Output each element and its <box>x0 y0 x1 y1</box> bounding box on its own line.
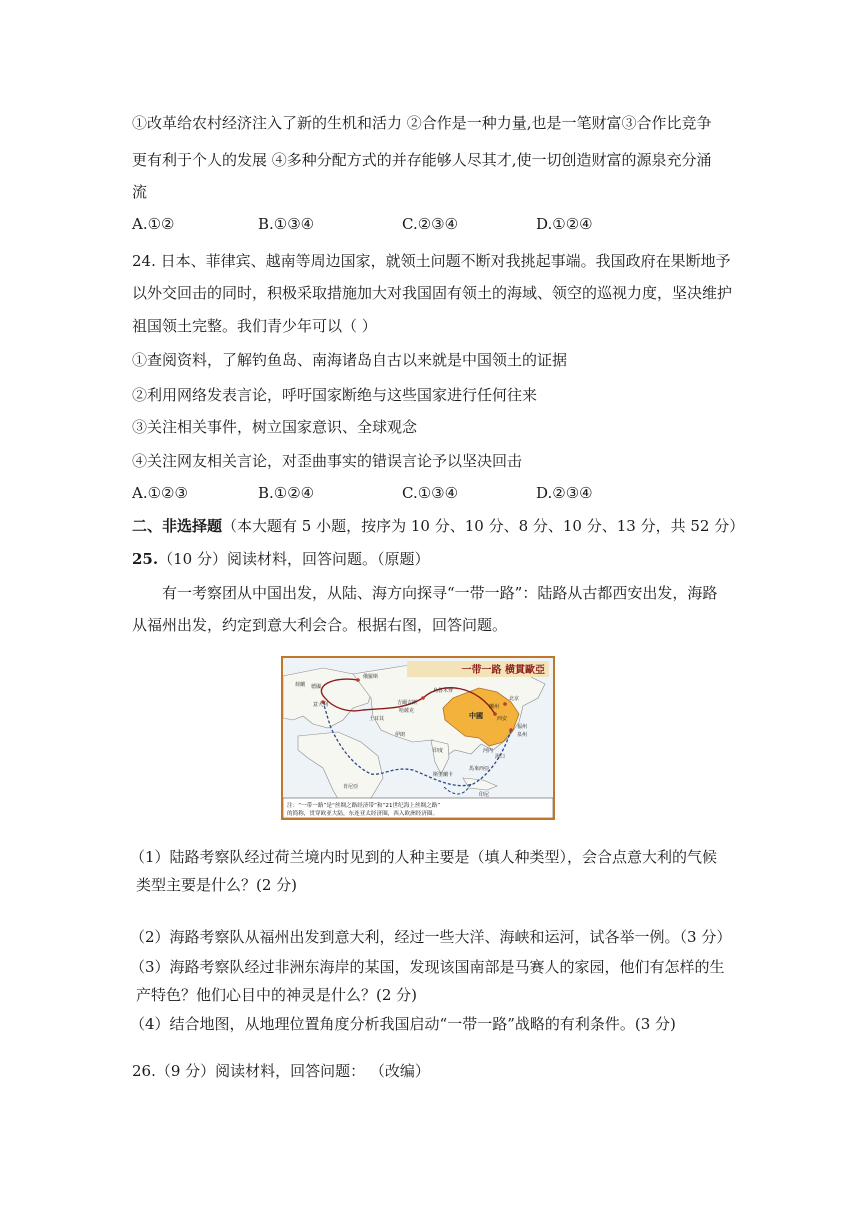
label-italy: 意大利 <box>313 702 329 708</box>
label-quanzhou: 泉州 <box>517 732 528 738</box>
label-kazakh: 哈薩克 <box>399 708 415 714</box>
map-title: 一带一路 横貫歐亞 <box>461 665 545 676</box>
label-fuzhou: 福州 <box>517 724 528 730</box>
q23-option-c: C.②③④ <box>402 215 459 233</box>
q23-option-d: D.①②④ <box>536 215 593 233</box>
label-netherlands: 荷蘭 <box>295 682 306 688</box>
label-kenya: 肯尼亞 <box>343 784 359 790</box>
map-note-line2: 的简称，贯穿欧亚大陆，东连亚太经济圈，西入欧洲经济圈。 <box>287 811 439 817</box>
q25-sub2: （2）海路考察队从福州出发到意大利，经过一些大洋、海峡和运河，试各举一例。（3 分） <box>130 928 732 946</box>
q26-header: 26.（9 分）阅读材料，回答问题： （改编） <box>132 1062 430 1080</box>
q24-option-d: D.②③④ <box>536 484 593 502</box>
label-russia: 俄羅斯 <box>363 674 379 680</box>
q23-option-b: B.①③④ <box>258 215 315 233</box>
q25-sub3-line1: （3）海路考察队经过非洲东海岸的某国，发现该国南部是马赛人的家园，他们有怎样的生 <box>130 958 725 976</box>
label-kyrgyz: 吉爾吉斯 <box>397 700 418 706</box>
label-turkey: 土耳其 <box>369 716 385 722</box>
q25-sub4: （4）结合地图，从地理位置角度分析我国启动“一带一路”战略的有利条件。(3 分) <box>130 1015 676 1033</box>
q25-sub1-line2: 类型主要是什么？(2 分) <box>136 876 298 894</box>
q24-item-2: ②利用网络发表言论，呼吁国家断绝与这些国家进行任何往来 <box>132 386 538 404</box>
belt-and-road-map <box>281 656 555 820</box>
section2-title: 二、非选择题 <box>132 517 223 535</box>
q25-sub1-line1: （1）陆路考察队经过荷兰境内时见到的人种主要是（填人种类型），会合点意大利的气候 <box>130 848 718 866</box>
q24-item-3: ③关注相关事件，树立国家意识、全球观念 <box>132 418 418 436</box>
q23-option-a: A.①② <box>132 215 175 233</box>
q24-item-1: ①查阅资料，了解钓鱼岛、南海诸岛自古以来就是中国领土的证据 <box>132 351 568 369</box>
q23-statements-line3: 流 <box>132 183 148 201</box>
label-malaysia: 馬來西亞 <box>469 766 490 772</box>
label-indonesia: 印尼 <box>479 792 490 798</box>
label-india: 印度 <box>433 748 444 754</box>
label-xian: 西安 <box>497 716 508 722</box>
q25-material-line1: 有一考察团从中国出发，从陆、海方向探寻“一带一路”：陆路从古都西安出发，海路 <box>162 584 718 602</box>
label-beijing: 北京 <box>509 696 520 702</box>
q24-item-4: ④关注网友相关言论，对歪曲事实的错误言论予以坚决回击 <box>132 452 523 470</box>
q24-option-b: B.①②④ <box>258 484 315 502</box>
q24-stem-line2: 以外交回击的同时，积极采取措施加大对我国固有领土的海域、领空的巡视力度，坚决维护 <box>132 284 733 302</box>
label-hanoi: 河內 <box>483 748 494 754</box>
q24-stem-line1: 24. 日本、菲律宾、越南等周边国家，就领土问题不断对我挑起事端。我国政府在果断地予 <box>132 252 731 270</box>
q23-statements-line2: 更有利于个人的发展 ④多种分配方式的并存能够人尽其才,使一切创造财富的源泉充分涌 <box>132 151 712 169</box>
q24-option-c: C.①③④ <box>402 484 459 502</box>
label-china: 中國 <box>469 712 483 720</box>
map-note-line1: 注：“一带一路”是“丝绸之路经济带”和“21世纪海上丝绸之路” <box>287 803 441 809</box>
label-urumqi: 烏魯木齊 <box>433 688 454 694</box>
q25-number: 25. <box>132 550 159 568</box>
section2-heading <box>132 515 744 536</box>
label-germany: 德國 <box>311 684 322 690</box>
section2-detail: （本大题有 5 小题，按序为 10 分、10 分、8 分、10 分、13 分，共 52 分） <box>222 517 745 535</box>
label-iran: 伊朗 <box>395 732 406 738</box>
q25-sub3-line2: 产特色？他们心目中的神灵是什么？(2 分) <box>136 986 418 1004</box>
q25-header <box>132 548 429 569</box>
label-sri-lanka: 斯里蘭卡 <box>433 772 454 778</box>
q25-material-line2: 从福州出发，约定到意大利会合。根据右图，回答问题。 <box>132 616 508 634</box>
label-lanzhou: 蘭州 <box>489 704 500 710</box>
q23-statements-line1: ①改革给农村经济注入了新的生机和活力 ②合作是一种力量,也是一笔财富③合作比竞争 <box>132 114 712 132</box>
q25-header-rest: （10 分）阅读材料，回答问题。（原题） <box>158 550 430 568</box>
label-haikou: 海口 <box>495 754 506 760</box>
q24-option-a: A.①②③ <box>132 484 188 502</box>
q24-stem-line3: 祖国领土完整。我们青少年可以（ ） <box>132 317 377 335</box>
